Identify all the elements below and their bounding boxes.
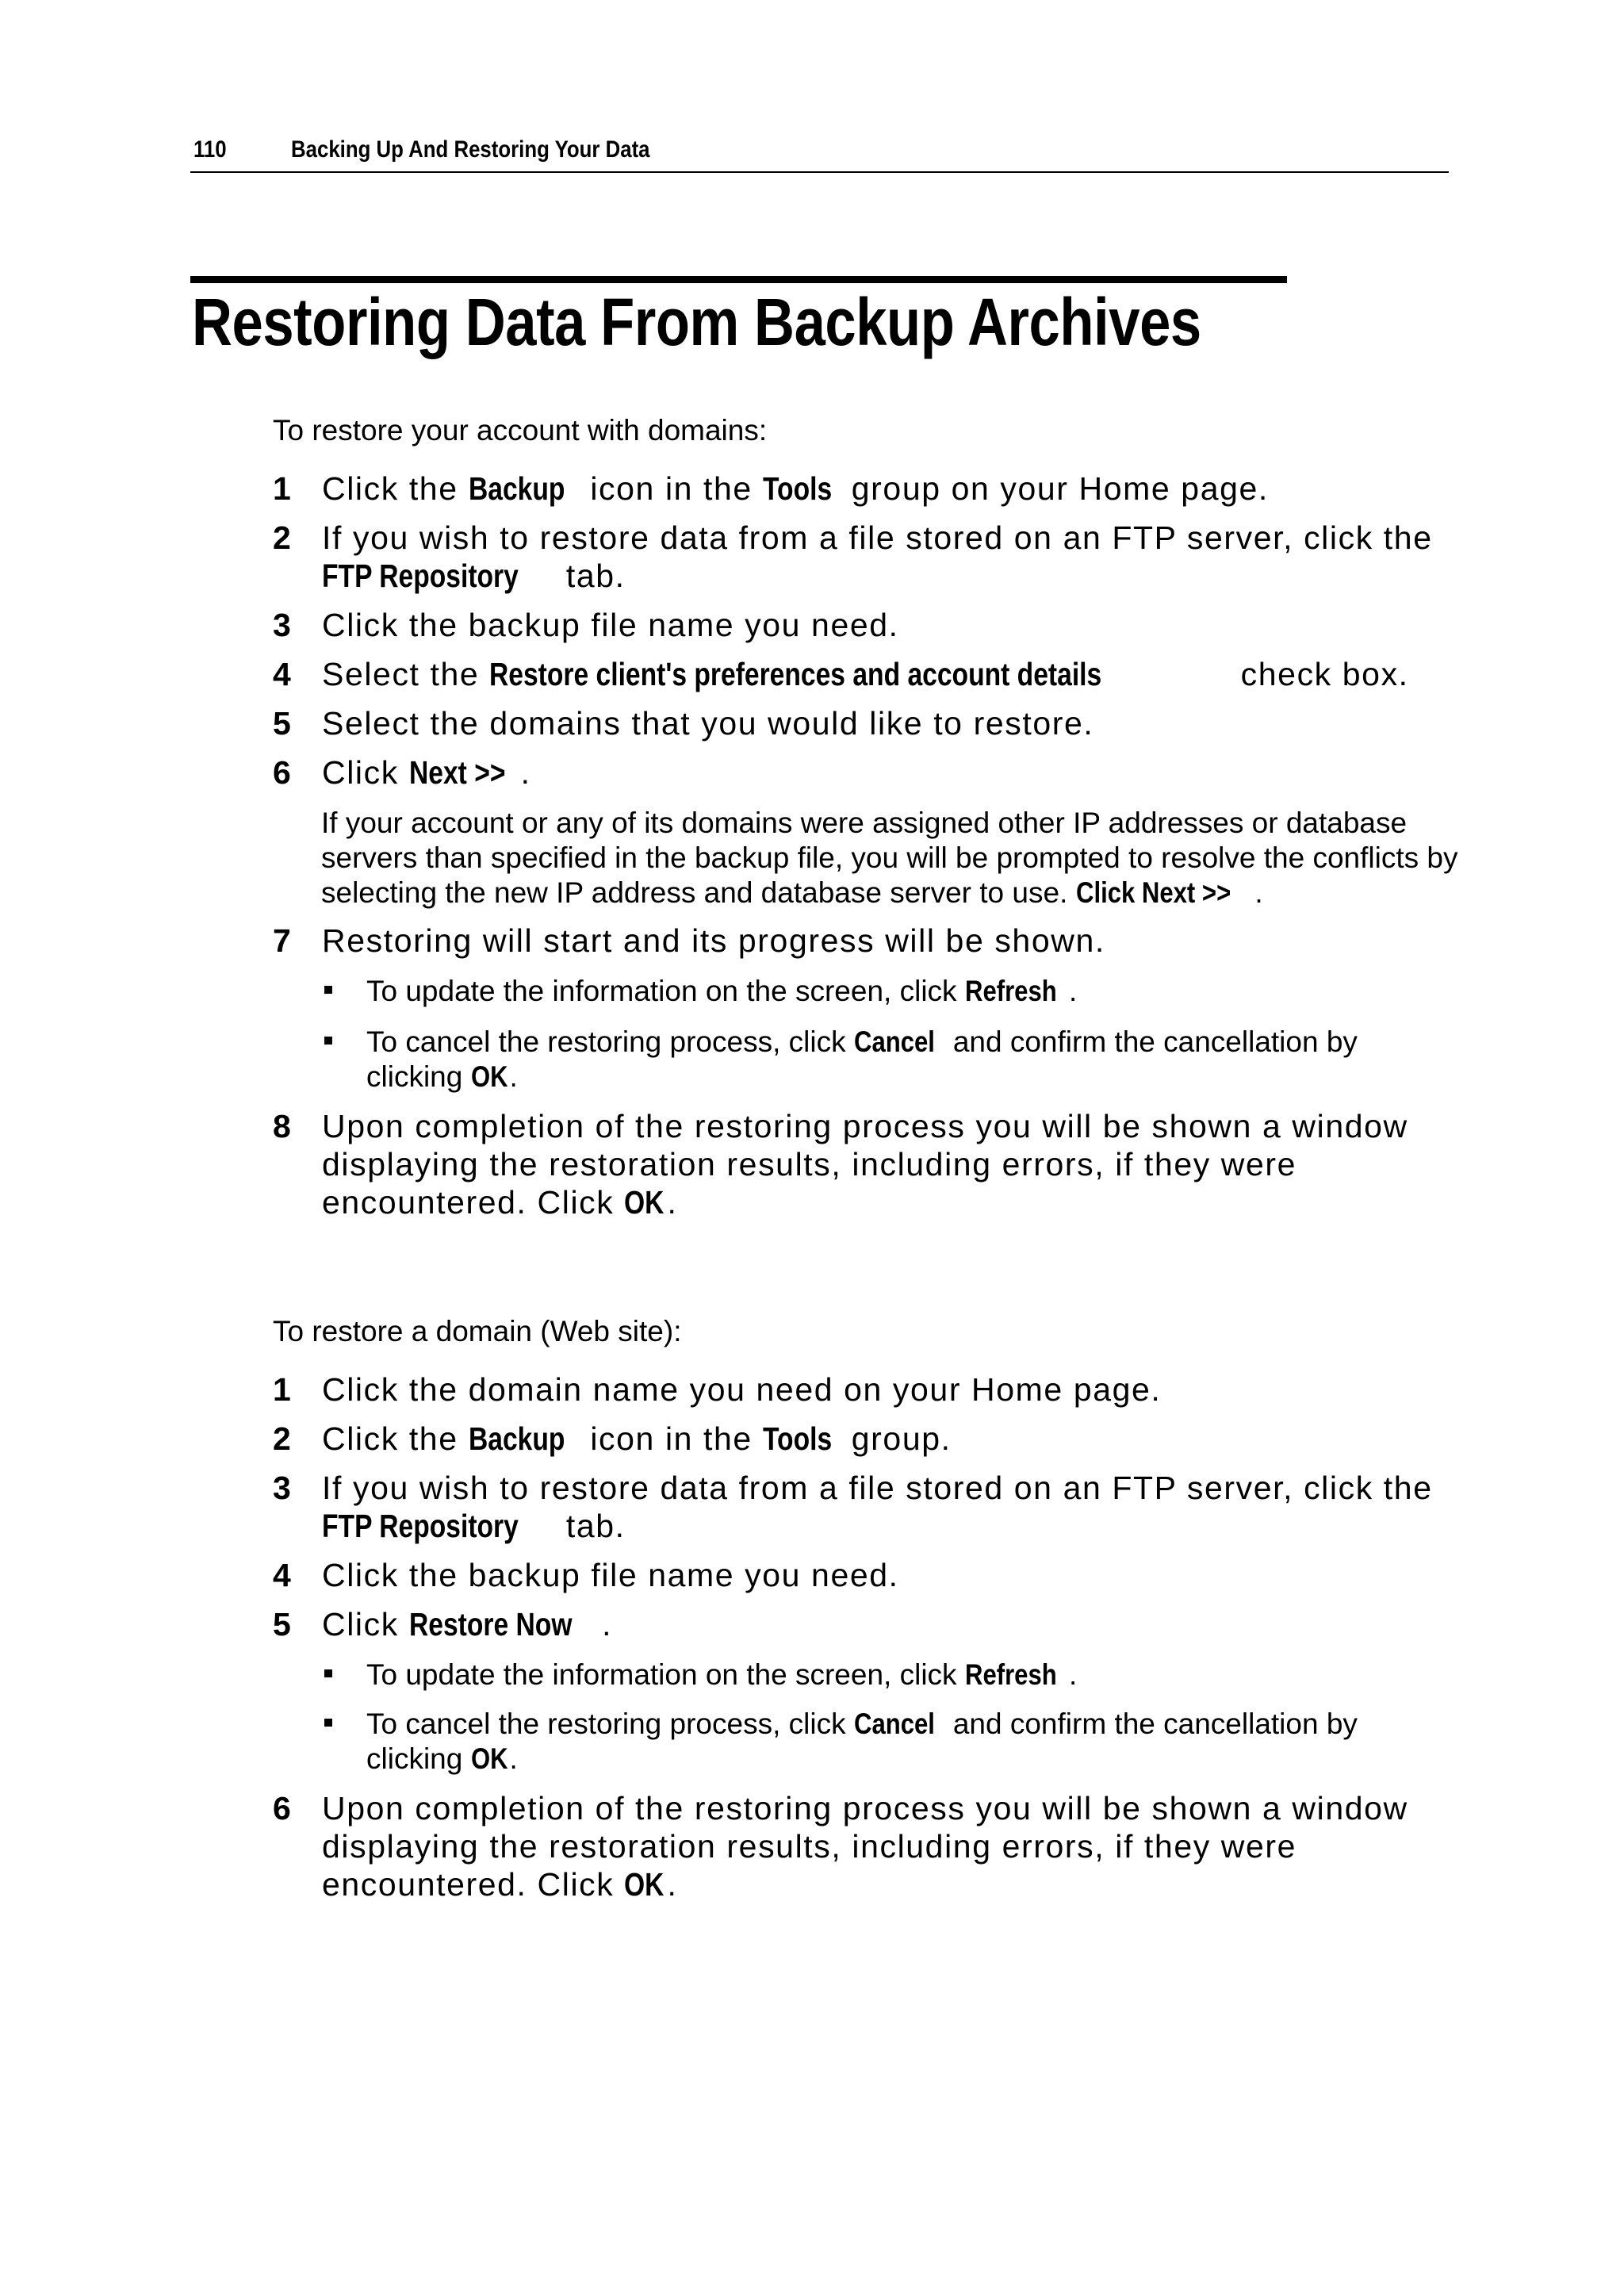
step-number: 6 (273, 754, 291, 791)
bullet-cancel: To cancel the restoring process, click Cancel and confirm the cancellation by clicking OK. (321, 1707, 1447, 1777)
step-number: 1 (273, 1371, 291, 1408)
domain-step-6: 6 Upon completion of the restoring process you will be shown a window displaying the restoration results, including errors, if they were encountered. Click OK. (273, 1790, 1408, 1903)
step-number: 1 (273, 470, 291, 507)
bullet-square-icon (324, 986, 332, 994)
page-title: Restoring Data From Backup Archives (192, 285, 1201, 359)
step-number: 3 (273, 1470, 291, 1506)
step-number: 6 (273, 1790, 291, 1826)
account-step-3: 3 Click the backup file name you need. (273, 607, 899, 643)
domain-step-2: 2 Click the Backup icon in the Tools group. (273, 1420, 952, 1457)
page-number: 110 (193, 136, 227, 163)
step-number: 7 (273, 922, 291, 959)
account-step-5: 5 Select the domains that you would like to restore. (273, 705, 1094, 742)
account-step-1: 1 Click the Backup icon in the Tools group on your Home page. (273, 470, 1269, 507)
step-number: 8 (273, 1108, 291, 1144)
account-step-6: 6 Click Next >> . (273, 754, 531, 791)
running-header (190, 136, 1449, 173)
bullet-square-icon (324, 1719, 332, 1727)
section-intro-domain: To restore a domain (Web site): (273, 1315, 682, 1347)
domain-step-3: 3 If you wish to restore data from a file stored on an FTP server, click the FTP Repository tab. (273, 1470, 1433, 1544)
account-step-4: 4 Select the Restore client's preferences and account details check box. (273, 656, 1409, 692)
account-step-8: 8 Upon completion of the restoring process you will be shown a window displaying the restoration results, including errors, if they were encountered. Click OK. (273, 1108, 1408, 1221)
step-number: 3 (273, 607, 291, 643)
running-title: Backing Up And Restoring Your Data (291, 136, 650, 163)
domain-step-4: 4 Click the backup file name you need. (273, 1557, 899, 1593)
step-number: 5 (273, 705, 291, 742)
step-number: 4 (273, 656, 291, 692)
step-number: 5 (273, 1606, 291, 1642)
title-rule (190, 276, 1287, 283)
bullet-square-icon (324, 1037, 332, 1045)
ip-conflict-note: If your account or any of its domains were assigned other IP addresses or database servers than specified in the backup file, you will be prompted to resolve the conflicts by selecting the new IP address and database server to use. Click Next >> . (321, 807, 1458, 909)
domain-step-1: 1 Click the domain name you need on your Home page. (273, 1371, 1162, 1408)
domain-step-5: 5 Click Restore Now . (273, 1606, 613, 1642)
bullet-square-icon (324, 1669, 332, 1677)
step-number: 2 (273, 1420, 291, 1457)
account-step-2: 2 If you wish to restore data from a file stored on an FTP server, click the FTP Repository tab. (273, 519, 1433, 594)
account-step-7: 7 Restoring will start and its progress will be shown. (273, 922, 1105, 959)
step-number: 2 (273, 519, 291, 556)
bullet-refresh: To update the information on the screen, click Refresh . (321, 1658, 1447, 1692)
bullet-cancel: To cancel the restoring process, click Cancel and confirm the cancellation by clicking OK. (321, 1025, 1447, 1094)
bullet-refresh: To update the information on the screen, click Refresh . (321, 974, 1447, 1009)
section-intro-account: To restore your account with domains: (273, 414, 768, 447)
step-number: 4 (273, 1557, 291, 1593)
